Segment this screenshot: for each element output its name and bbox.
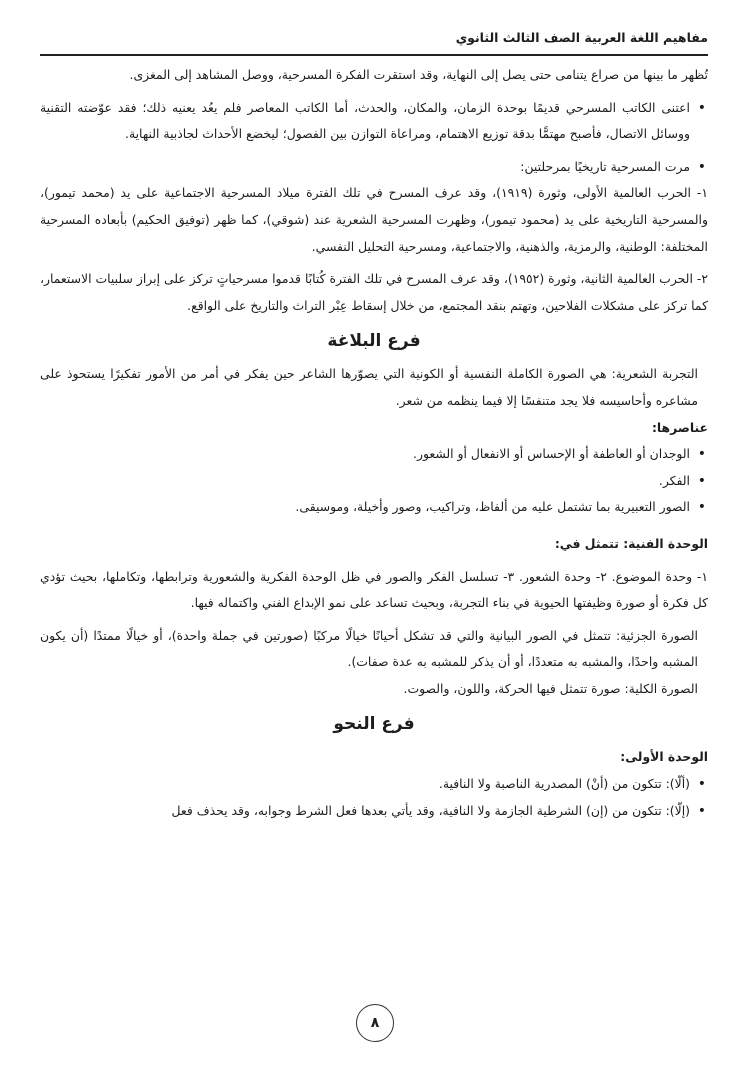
- element-item-imagery: • الصور التعبيرية بما تشتمل عليه من ألفاظ، وتراكيب، وصور وأخيلة، وموسيقى.: [40, 494, 708, 521]
- drama-bullet-stages: • مرت المسرحية تاريخيًا بمرحلتين:: [40, 154, 708, 181]
- page-header: [40, 22, 708, 56]
- element-item-emotion: • الوجدان أو العاطفة أو الإحساس أو الانفعال أو الشعور.: [40, 441, 708, 468]
- partial-image-definition: الصورة الجزئية: تتمثل في الصور البيانية والتي قد تشكل أحيانًا خيالًا مركبًا (صورتين في جملة واحدة)، أو خيالًا ممتدًا (أن يكون المشبه واحدًا، والمشبه به متعددًا، أو أن يذكر للمشبه به عدة صفات).: [40, 627, 698, 670]
- page-content: [40, 62, 708, 824]
- drama-stage-1: ١- الحرب العالمية الأولى، وثورة (١٩١٩)، وقد عرف المسرح في تلك الفترة ميلاد المسرحية الاجتماعية على يد (محمد تيمور)، والمسرحية التاريخية على يد (محمود تيمور)، وظهرت المسرحية الشعرية عند (شوقي)، كما ظهر (توفيق الحكيم) بأبعاده المسرحية المختلفة: الوطنية، والرمزية، والذهنية، والاجتماعية، ومسرحية التحليل النفسي.: [40, 185, 708, 254]
- whole-image-definition: الصورة الكلية: صورة تتمثل فيها الحركة، واللون، والصوت.: [403, 680, 698, 696]
- header-title: مفاهيم اللغة العربية الصف الثالث الثانوي: [455, 30, 708, 45]
- elements-heading: عناصرها:: [651, 419, 708, 435]
- page-number: ٨: [356, 1004, 394, 1042]
- header-rule: [40, 54, 708, 56]
- drama-paragraph-continued: تُظهر ما بينها من صراع يتنامى حتى يصل إلى النهاية، وقد استقرت الفكرة المسرحية، ووصل المشاهد إلى المغزى.: [129, 67, 708, 82]
- grammar-item-alla-an: • (ألّا): تتكون من (أنْ) المصدرية الناصبة ولا النافية.: [40, 771, 708, 798]
- grammar-item-illa-in: • (إلّا): تتكون من (إن) الشرطية الجازمة ولا النافية، وقد يأتي بعدها فعل الشرط وجوابه، وقد يحذف فعل: [40, 798, 708, 825]
- unit-one-heading: الوحدة الأولى:: [620, 749, 708, 765]
- drama-bullet-unities: • اعتنى الكاتب المسرحي قديمًا بوحدة الزمان، والمكان، والحدث، أما الكاتب المعاصر فلم يعُد يعنيه ذلك؛ فقد عوّضته التقنية ووسائل الاتصال، فأصبح مهتمًّا بدقة توزيع الاهتمام، ومراعاة التوازن بين الفصول؛ ليخضع الأحداث لجاذبية النهاية.: [40, 95, 708, 148]
- section-title-rhetoric: فرع البلاغة: [327, 331, 421, 352]
- drama-stage-2: ٢- الحرب العالمية الثانية، وثورة (١٩٥٢)، وقد عرف المسرح في تلك الفترة كُتابًا قدموا مسرحياتٍ تركز على إبراز سلبيات الاستعمار، كما تركز على مشكلات الفلاحين، وتهتم بنقد المجتمع، من خلال إسقاط عِبْر التراث والتاريخ على الواقع.: [40, 271, 708, 313]
- section-title-grammar: فرع النحو: [333, 714, 415, 735]
- artistic-unity-items: ١- وحدة الموضوع. ٢- وحدة الشعور. ٣- تسلسل الفكر والصور في ظل الوحدة الفكرية والشعورية وترابطها، وتكاملها، بحيث تؤدي كل فكرة أو صورة وظيفتها الحيوية في بناء التجربة، وبحيث تساعد على نمو الإبداع الفني واكتماله فيها.: [40, 568, 709, 611]
- artistic-unity-heading: الوحدة الفنية: تتمثل في:: [554, 535, 708, 551]
- element-item-thought: • الفكر.: [40, 468, 708, 495]
- poetic-experience-definition: التجربة الشعرية: هي الصورة الكاملة النفسية أو الكونية التي يصوّرها الشاعر حين يفكر في أمر من الأمور تفكيرًا يستحوذ على مشاعره وأحاسيسه فلا يجد متنفسًا إلا فيما ينظمه من شعر.: [40, 366, 698, 408]
